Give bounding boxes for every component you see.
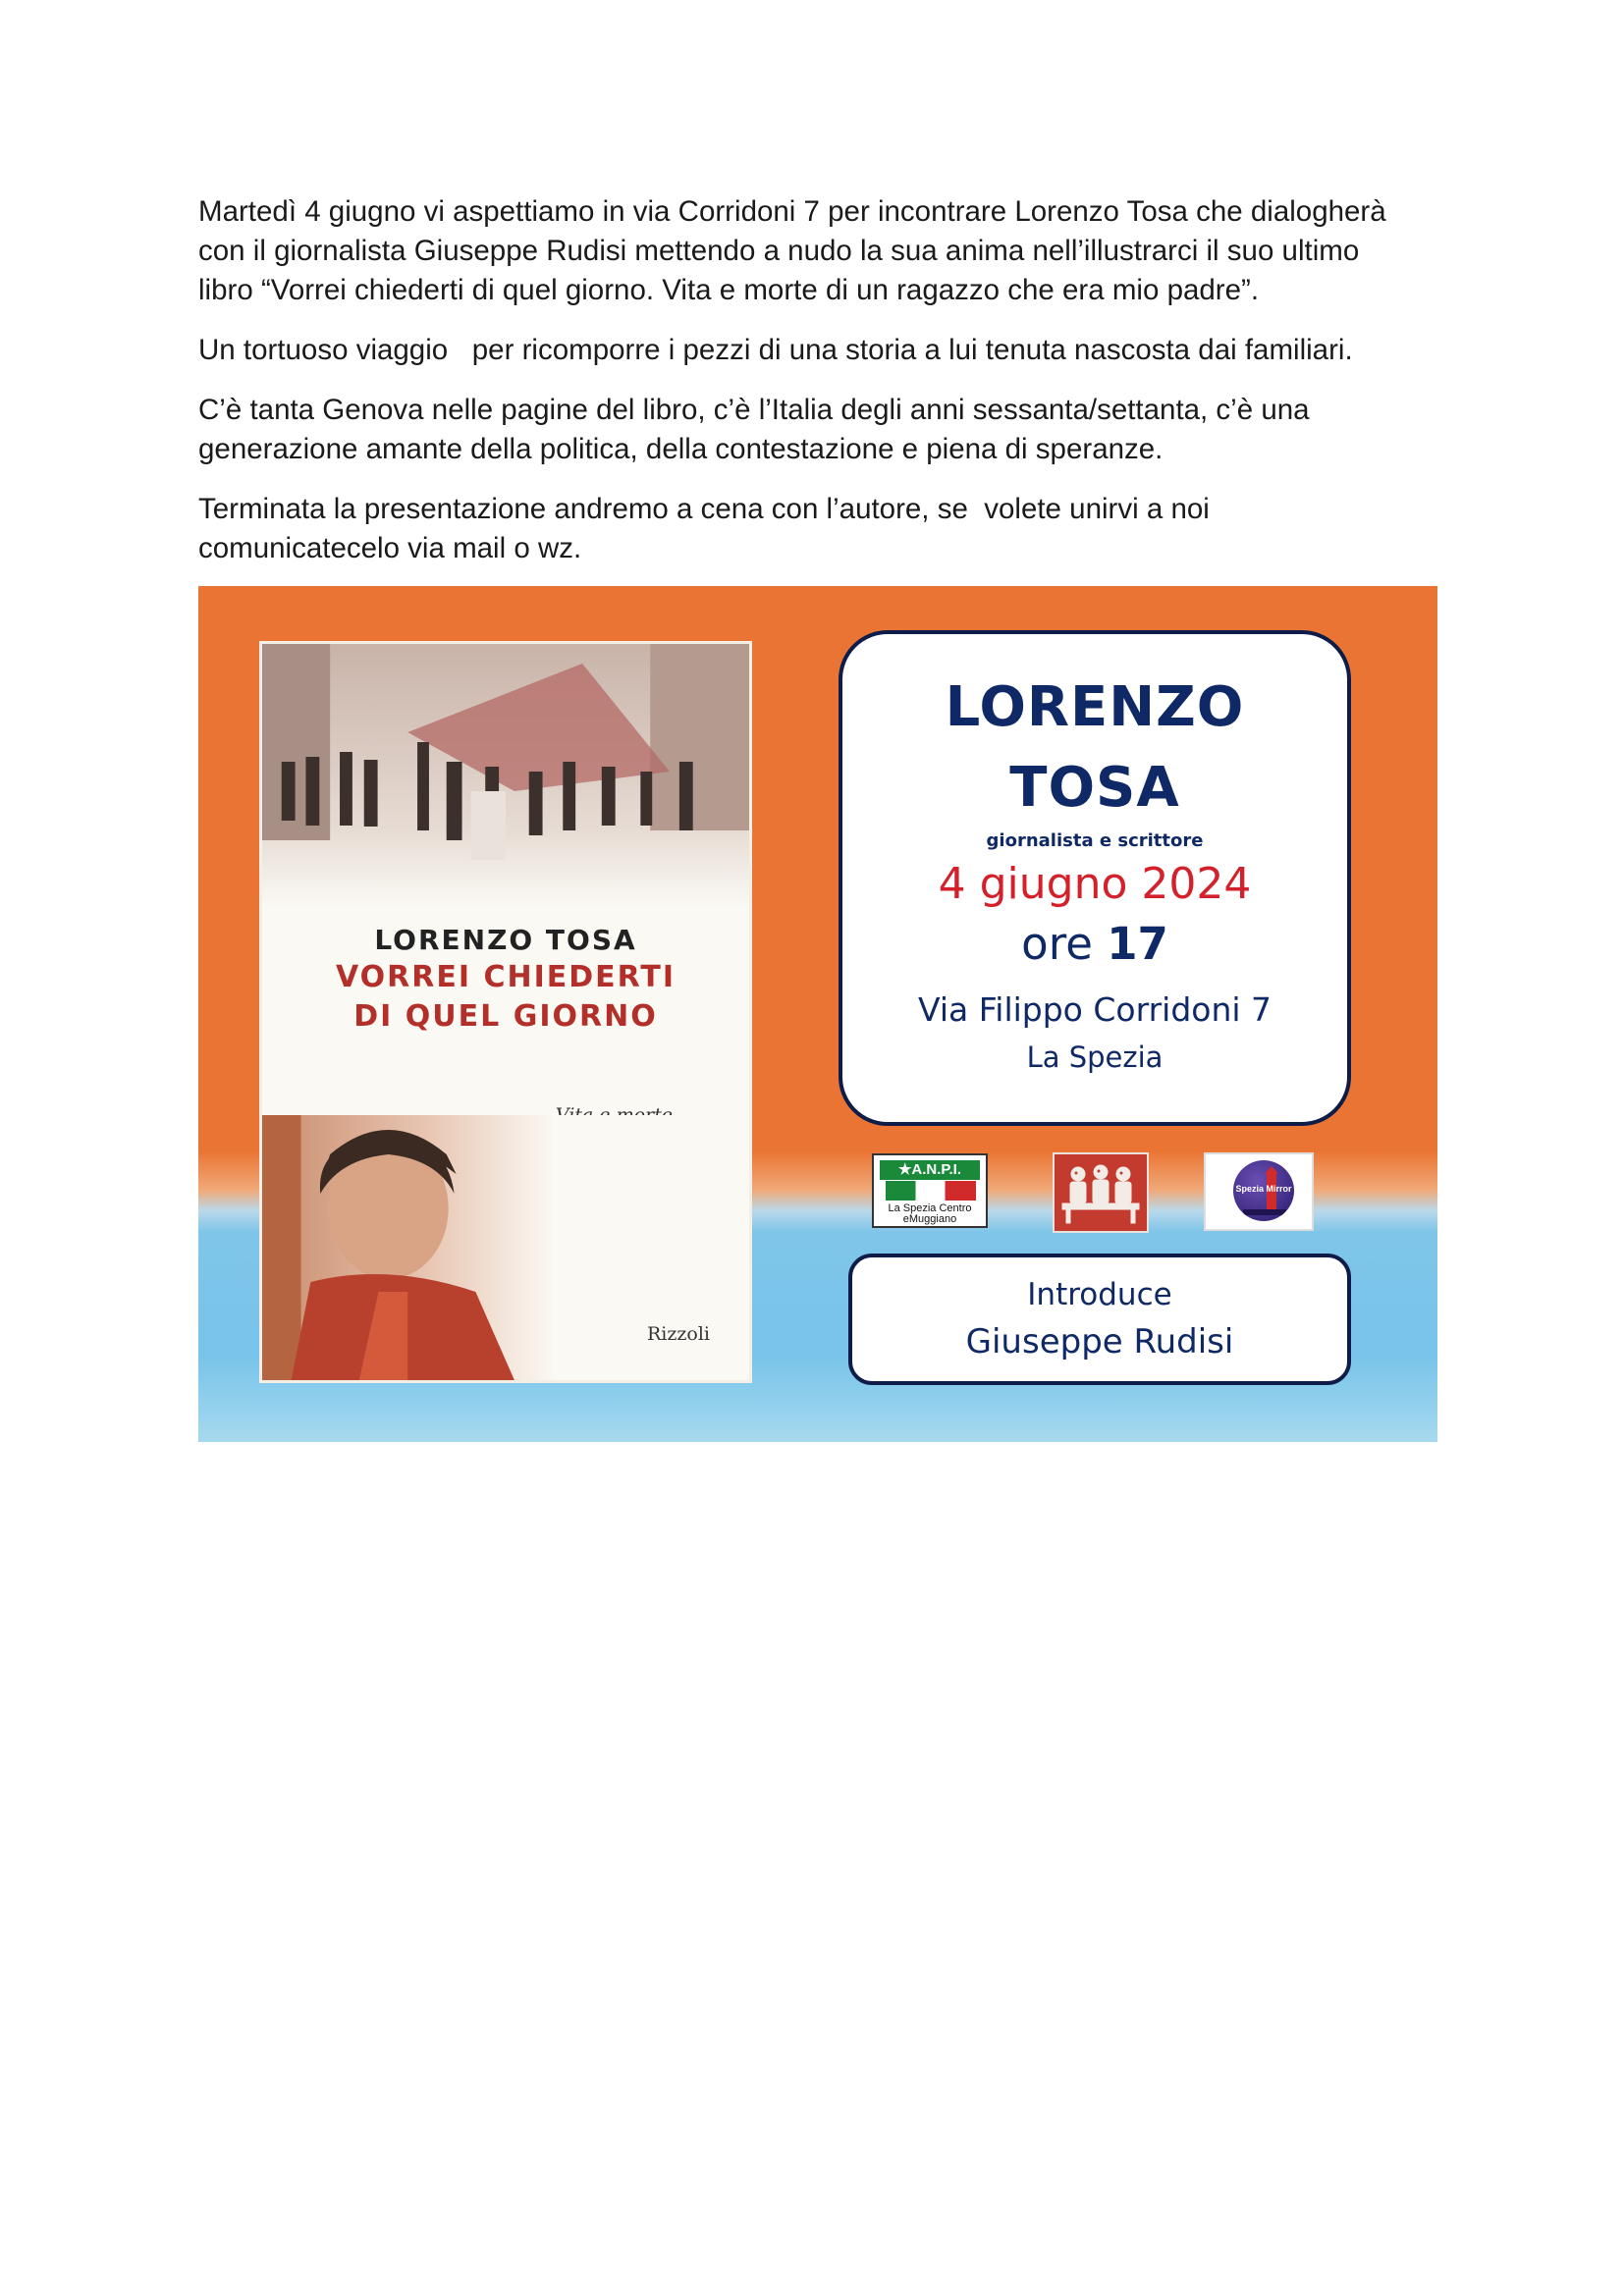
speaker-role: giornalista e scrittore — [986, 830, 1204, 851]
event-info-box — [839, 630, 1351, 1126]
italian-flag-icon — [886, 1181, 976, 1201]
cover-title-line2: DI QUEL GIORNO — [353, 999, 658, 1034]
book-cover — [259, 641, 752, 1383]
text-line: libro “Vorrei chiederti di quel giorno. Vita e morte di un ragazzo che era mio padre”. — [198, 274, 1260, 306]
event-time-prefix: ore — [1021, 918, 1108, 970]
association-logo — [1053, 1152, 1149, 1233]
text-line: generazione amante della politica, della contestazione e piena di speranze. — [198, 433, 1164, 465]
anpi-section-line2: eMuggiano — [902, 1213, 957, 1225]
speaker-last-name: TOSA — [1009, 756, 1180, 820]
document-body — [198, 192, 1455, 589]
cover-author: LORENZO TOSA — [374, 924, 637, 956]
anpi-section-line1: La Spezia Centro — [888, 1202, 972, 1214]
text-line: Un tortuoso viaggio per ricomporre i pezzi di una storia a lui tenuta nascosta dai familiari. — [198, 334, 1353, 366]
spezia-mirror-emblem — [1233, 1160, 1294, 1221]
speaker-first-name: LORENZO — [945, 675, 1245, 739]
introducer-name: Giuseppe Rudisi — [965, 1322, 1234, 1362]
event-city: La Spezia — [1026, 1041, 1164, 1074]
text-line: Martedì 4 giugno vi aspettiamo in via Corridoni 7 per incontrare Lorenzo Tosa che dialogherà — [198, 195, 1386, 228]
event-time-value: 17 — [1107, 918, 1168, 970]
paragraph-invitation — [198, 192, 1455, 310]
introducer-label: Introduce — [1027, 1277, 1172, 1312]
event-flyer — [198, 586, 1437, 1442]
introducer-box — [848, 1254, 1351, 1385]
cover-protest-photo — [262, 644, 749, 907]
event-address: Via Filippo Corridoni 7 — [917, 990, 1272, 1029]
seated-figures-icon — [1055, 1154, 1147, 1231]
spezia-mirror-logo — [1204, 1152, 1314, 1231]
cover-title-line1: VORREI CHIEDERTI — [335, 960, 677, 994]
text-line: Terminata la presentazione andremo a cena con l’autore, se volete unirvi a noi — [198, 493, 1210, 525]
anpi-logo — [872, 1153, 988, 1228]
text-line: comunicatecelo via mail o wz. — [198, 532, 582, 564]
paragraph-dinner — [198, 490, 1455, 568]
event-time — [842, 918, 1347, 970]
text-line: C’è tanta Genova nelle pagine del libro, c’è l’Italia degli anni sessanta/settanta, c’è una — [198, 394, 1310, 426]
paragraph-genova — [198, 391, 1455, 469]
cover-publisher: Rizzoli — [647, 1323, 710, 1345]
spezia-mirror-label: Spezia Mirror — [1235, 1184, 1292, 1194]
text-line: con il giornalista Giuseppe Rudisi mettendo a nudo la sua anima nell’illustrarci il suo ultimo — [198, 235, 1360, 267]
event-date: 4 giugno 2024 — [938, 859, 1252, 909]
anpi-title: ★A.N.P.I. — [880, 1160, 980, 1180]
paragraph-journey — [198, 331, 1455, 370]
